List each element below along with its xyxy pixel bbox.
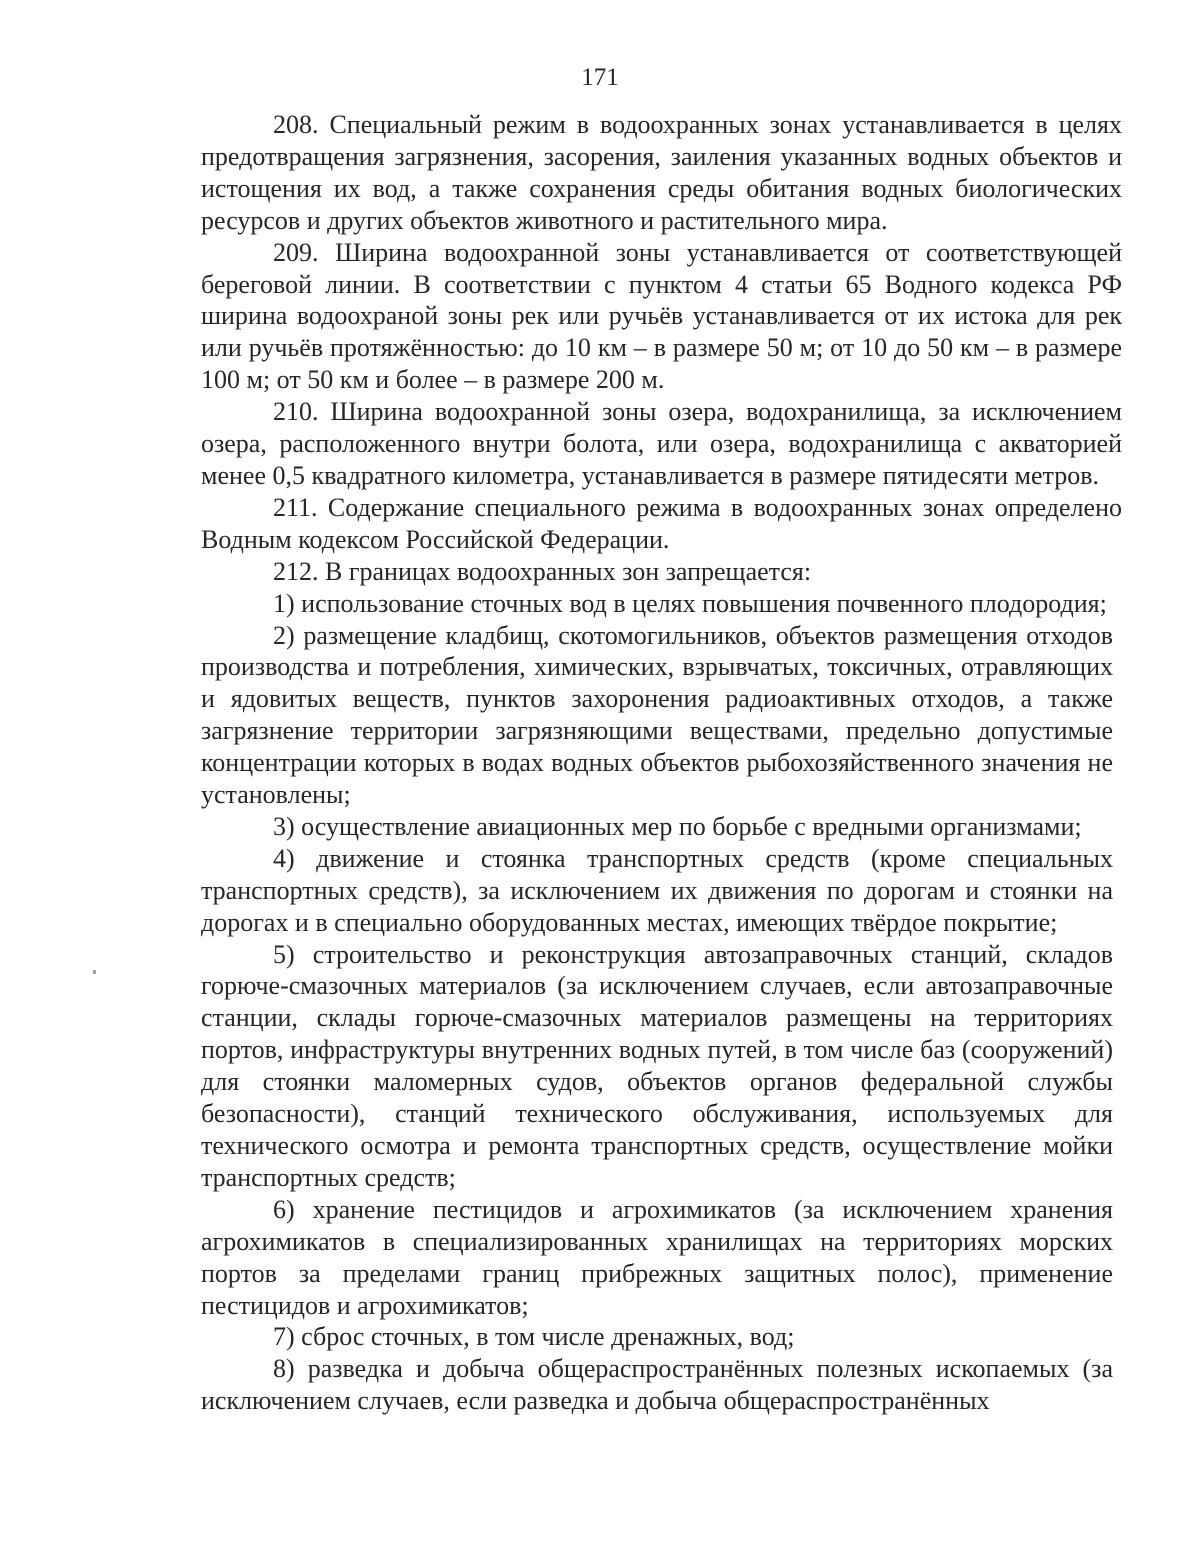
- list-item-5: 5) строительство и реконструкция автозаправочных станций, складов горюче-смазочных материалов (за исключением случаев, если автозаправочные станции, склады горюче-смазочных материалов размещены на территориях портов, инфраструктуры внутренних водных путей, в том числе баз (сооружений) для стоянки маломерных судов, объектов органов федеральной службы безопасности), станций технического обслуживания, используемых для технического осмотра и ремонта транспортных средств, осуществление мойки транспортных средств;: [201, 939, 1113, 1192]
- paragraph-209: 209. Ширина водоохранной зоны устанавливается от соответствующей береговой линии. В соответствии с пунктом 4 статьи 65 Водного кодекса РФ ширина водоохраной зоны рек или ручьёв устанавливается от их истока для рек или ручьёв протяжённостью: до 10 км – в размере 50 м; от 10 до 50 км – в размере 100 м; от 50 км и более – в размере 200 м.: [201, 237, 1122, 395]
- paragraph-211: 211. Содержание специального режима в водоохранных зонах определено Водным кодексом Российской Федерации.: [201, 492, 1122, 554]
- list-item-3: 3) осуществление авиационных мер по борьбе с вредными организмами;: [273, 811, 1082, 841]
- list-item-4: 4) движение и стоянка транспортных средств (кроме специальных транспортных средств), за исключением их движения по дорогам и стоянки на дорогах и в специально оборудованных местах, имеющих твёрдое покрытие;: [201, 843, 1113, 937]
- list-item-1: 1) использование сточных вод в целях повышения почвенного плодородия;: [273, 588, 1107, 618]
- paragraph-212: 212. В границах водоохранных зон запрещается:: [273, 556, 812, 586]
- page-number: 171: [581, 64, 619, 91]
- paragraph-210: 210. Ширина водоохранной зоны озера, водохранилища, за исключением озера, расположенного внутри болота, или озера, водохранилища с акваторией менее 0,5 квадратного километра, устанавливается в размере пятидесяти метров.: [201, 397, 1122, 490]
- list-item-6: 6) хранение пестицидов и агрохимикатов (за исключением хранения агрохимикатов в специализированных хранилищах на территориях морских портов за пределами границ прибрежных защитных полос), применение пестицидов и агрохимикатов;: [201, 1194, 1113, 1320]
- list-item-7: 7) сброс сточных, в том числе дренажных, вод;: [273, 1322, 795, 1352]
- list-item-8: 8) разведка и добыча общераспространённых полезных ископаемых (за исключением случаев, если разведка и добыча общераспространённых: [201, 1354, 1113, 1416]
- paragraph-208: 208. Специальный режим в водоохранных зонах устанавливается в целях предотвращения загрязнения, засорения, заиления указанных водных объектов и истощения их вод, а также сохранения среды обитания водных биологических ресурсов и других объектов животного и растительного мира.: [201, 110, 1122, 235]
- list-item-2: 2) размещение кладбищ, скотомогильников, объектов размещения отходов производства и потребления, химических, взрывчатых, токсичных, отравляющих и ядовитых веществ, пунктов захоронения радиоактивных отходов, а также загрязнение территории загрязняющими веществами, предельно допустимые концентрации которых в водах водных объектов рыбохозяйственного значения не установлены;: [201, 620, 1113, 810]
- document-body: [201, 109, 1122, 1417]
- scan-speck: [93, 970, 96, 974]
